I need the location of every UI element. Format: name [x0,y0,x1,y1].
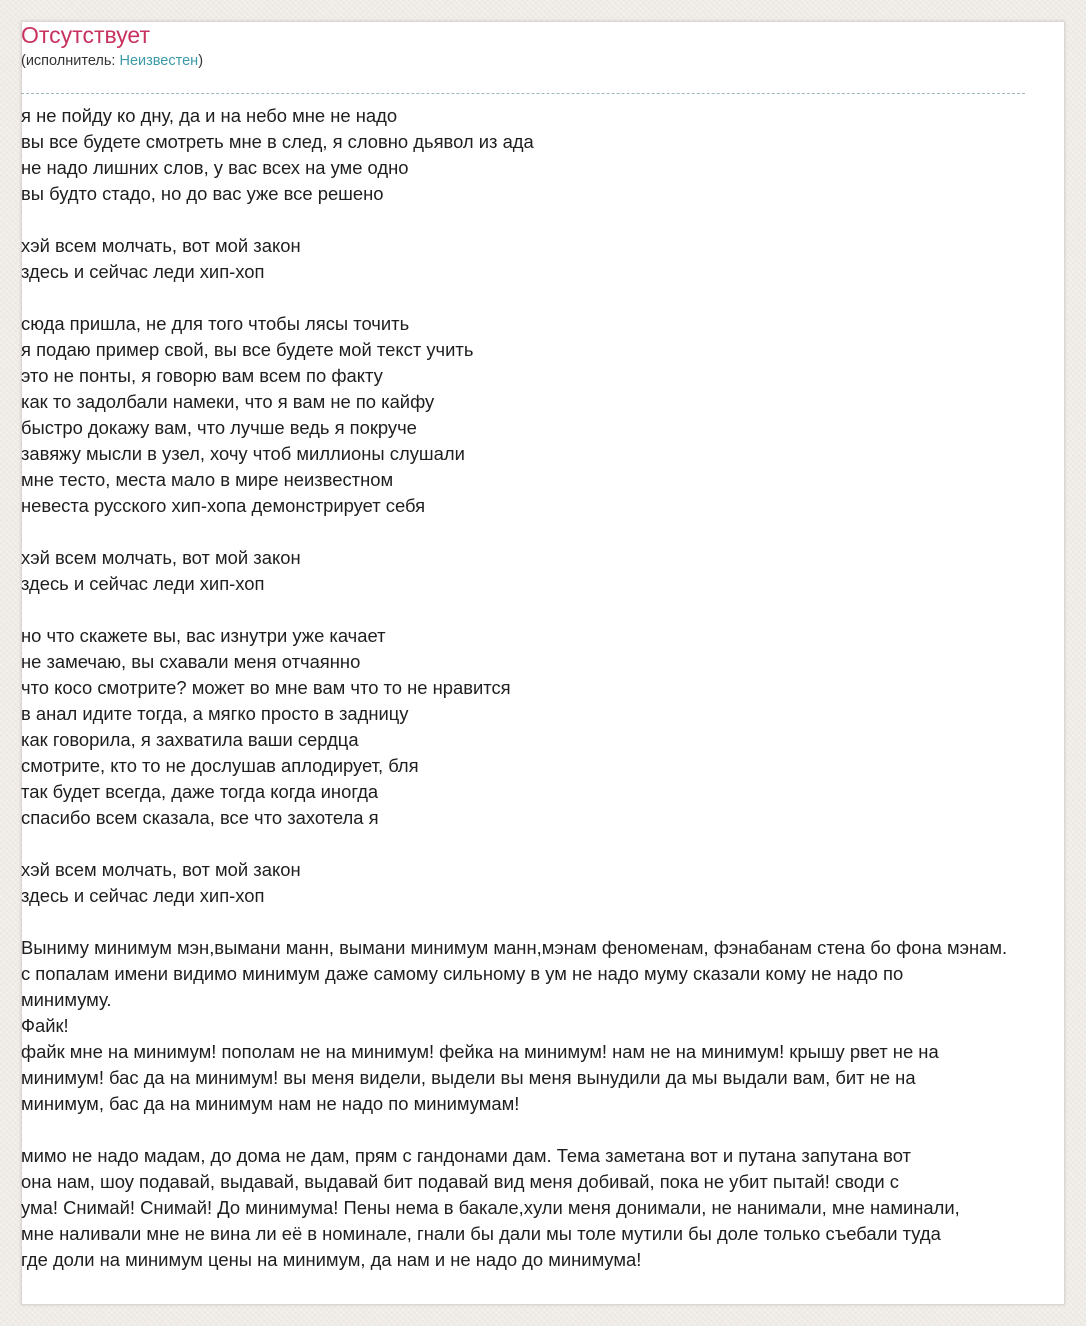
lyrics-stanza [21,545,1043,597]
lyric-line: так будет всегда, даже тогда когда иногда [21,781,379,802]
lyric-line: невеста русского хип-хопа демонстрирует себя [21,495,426,516]
song-title: Отсутствует [21,22,150,48]
lyric-line: мимо не надо мадам, до дома не дам, прям с гандонами дам. Тема заметана вот и путана запутана вот [21,1145,911,1166]
lyric-line: вы будто стадо, но до вас уже все решено [21,183,384,204]
lyrics-stanza [21,623,1043,831]
lyrics-body [21,103,1043,1273]
lyric-line: я подаю пример свой, вы все будете мой текст учить [21,339,474,360]
artist-prefix: (исполнитель: [21,53,120,69]
lyric-line: как то задолбали намеки, что я вам не по кайфу [21,391,435,412]
lyric-line: хэй всем молчать, вот мой закон [21,235,301,256]
lyric-line: вы все будете смотреть мне в след, я словно дьявол из ада [21,131,534,152]
lyric-line: это не понты, я говорю вам всем по факту [21,365,383,386]
lyric-line: не замечаю, вы схавали меня отчаянно [21,651,361,672]
lyrics-stanza [21,935,1043,1117]
lyric-line: минимум! бас да на минимум! вы меня видели, выдели вы меня вынудили да мы выдали вам, бит не на [21,1067,916,1088]
lyric-line: минимум, бас да на минимум нам не надо по минимумам! [21,1093,520,1114]
lyric-line: сюда пришла, не для того чтобы лясы точить [21,313,410,334]
song-header [21,22,1025,70]
lyric-line: я не пойду ко дну, да и на небо мне не надо [21,105,398,126]
lyric-line: здесь и сейчас леди хип-хоп [21,885,265,906]
lyric-line: здесь и сейчас леди хип-хоп [21,573,265,594]
lyric-line: что косо смотрите? может во мне вам что то не нравится [21,677,511,698]
lyric-line: мне тесто, места мало в мире неизвестном [21,469,394,490]
artist-line [21,52,1025,70]
artist-suffix: ) [198,53,204,69]
lyrics-stanza [21,311,1043,519]
lyric-line: смотрите, кто то не дослушав аплодирует, бля [21,755,419,776]
lyric-line: не надо лишних слов, у вас всех на уме одно [21,157,409,178]
lyric-line: как говорила, я захватила ваши сердца [21,729,359,750]
lyric-line: с попалам имени видимо минимум даже самому сильному в ум не надо муму сказали кому не надо по [21,963,904,984]
lyric-line: спасибо всем сказала, все что захотела я [21,807,379,828]
lyric-line: где доли на минимум цены на минимум, да нам и не надо до минимума! [21,1249,642,1270]
lyric-line: но что скажете вы, вас изнутри уже качает [21,625,386,646]
lyric-line: хэй всем молчать, вот мой закон [21,547,301,568]
lyric-line: ума! Снимай! Снимай! До минимума! Пены нема в бакале,хули меня донимали, не нанимали, мне наминали, [21,1197,960,1218]
lyrics-stanza [21,857,1043,909]
lyric-line: хэй всем молчать, вот мой закон [21,859,301,880]
lyric-line: в анал идите тогда, а мягко просто в задницу [21,703,409,724]
lyrics-stanza [21,1143,1043,1273]
lyric-line: Выниму минимум мэн,вымани манн, вымани минимум манн,мэнам феноменам, фэнабанам стена бо фона мэнам. [21,937,1008,958]
lyric-line: мне наливали мне не вина ли её в номинале, гнали бы дали мы толе мутили бы доле только съебали туда [21,1223,941,1244]
lyric-line: Файк! [21,1015,69,1036]
lyrics-stanza [21,103,1043,207]
lyric-line: она нам, шоу подавай, выдавай, выдавай бит подавай вид меня добивай, пока не убит пытай! своди с [21,1171,899,1192]
lyrics-stanza [21,233,1043,285]
lyric-line: здесь и сейчас леди хип-хоп [21,261,265,282]
lyric-line: файк мне на минимум! пополам не на минимум! фейка на минимум! нам не на минимум! крышу рвет не на [21,1041,939,1062]
artist-link[interactable]: Неизвестен [119,53,199,69]
lyric-line: минимуму. [21,989,112,1010]
header-divider [21,93,1025,94]
lyric-line: завяжу мысли в узел, хочу чтоб миллионы слушали [21,443,465,464]
lyric-line: быстро докажу вам, что лучше ведь я покруче [21,417,417,438]
